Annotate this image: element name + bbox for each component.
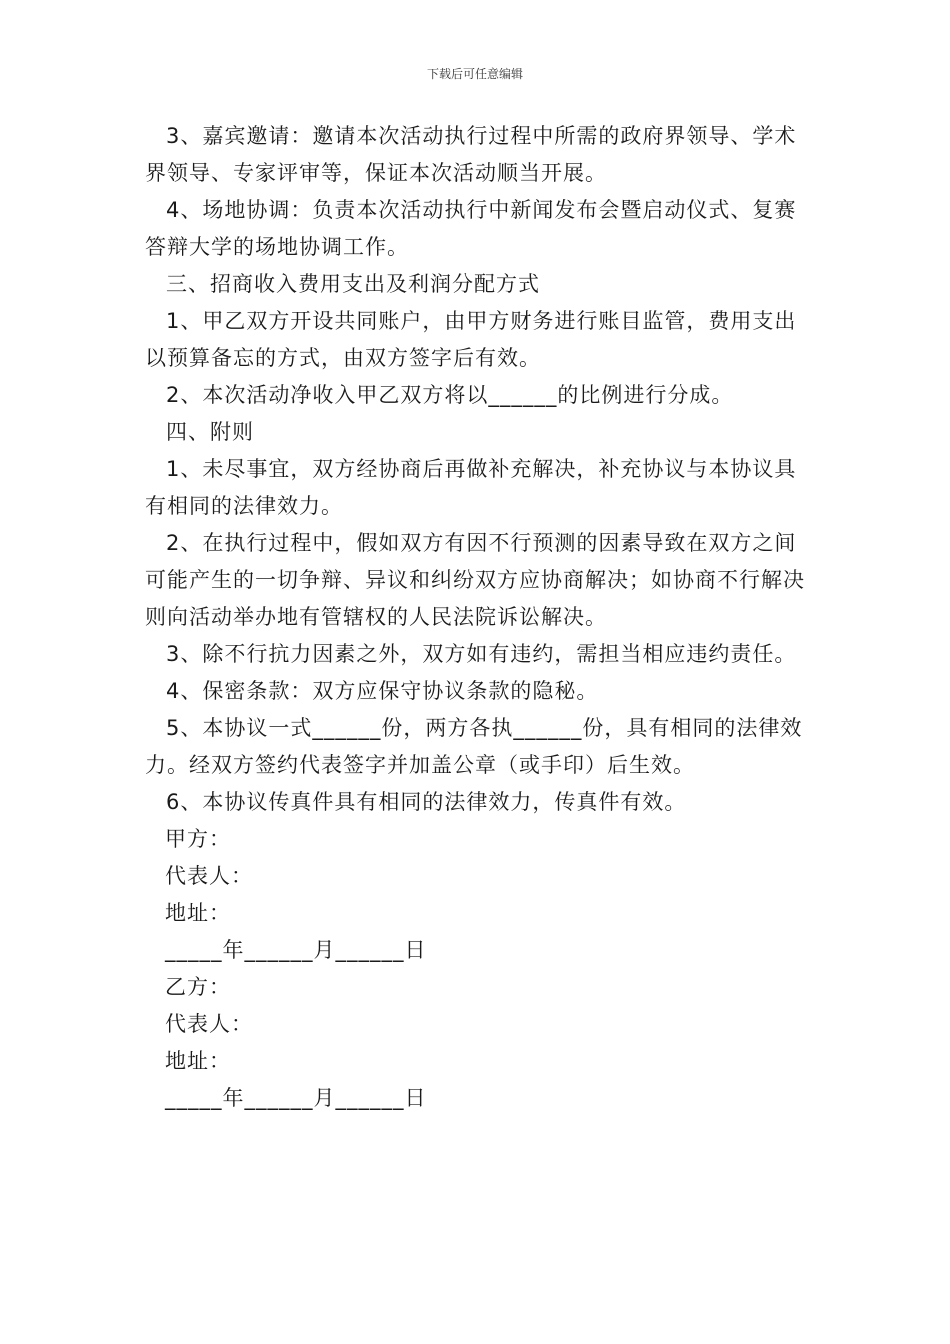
section-heading-revenue: 三、招商收入费用支出及利润分配方式 [166, 272, 540, 296]
party-a-address-label: 地址： [165, 901, 231, 925]
clause-joint-account: 1、甲乙双方开设共同账户，由甲方财务进行账目监管，费用支出以预算备忘的方式，由双方签字后有效。 [145, 309, 797, 370]
party-a-label: 甲方： [165, 827, 231, 851]
clause-profit-split: 2、本次活动净收入甲乙双方将以______的比例进行分成。 [166, 383, 734, 407]
clause-venue-coordination: 4、场地协调：负责本次活动执行中新闻发布会暨启动仪式、复赛答辩大学的场地协调工作。 [145, 198, 797, 259]
party-b-rep-label: 代表人： [165, 1012, 253, 1036]
party-b-address-label: 地址： [165, 1049, 231, 1073]
clause-confidentiality: 4、保密条款：双方应保守协议条款的隐秘。 [166, 679, 599, 703]
clause-dispute: 2、在执行过程中，假如双方有因不行预测的因素导致在双方之间可能产生的一切争辩、异议和纠纷双方应协商解决；如协商不行解决则向活动举办地有管辖权的人民法院诉讼解决。 [145, 531, 805, 629]
party-b-label: 乙方： [165, 975, 231, 999]
clause-supplement: 1、未尽事宜，双方经协商后再做补充解决，补充协议与本协议具有相同的法律效力。 [145, 457, 797, 518]
party-a-date: _____年______月______日 [165, 938, 427, 962]
party-b-date: _____年______月______日 [165, 1086, 427, 1110]
clause-breach: 3、除不行抗力因素之外，双方如有违约，需担当相应违约责任。 [166, 642, 797, 666]
document-body [145, 118, 810, 1117]
clause-copies: 5、本协议一式______份，两方各执______份，具有相同的法律效力。经双方签约代表签字并加盖公章（或手印）后生效。 [145, 716, 803, 777]
section-heading-appendix: 四、附则 [166, 420, 254, 444]
clause-guest-invitation: 3、嘉宾邀请：邀请本次活动执行过程中所需的政府界领导、学术界领导、专家评审等，保证本次活动顺当开展。 [145, 124, 797, 185]
signature-block-party-b [145, 969, 810, 1117]
party-a-rep-label: 代表人： [165, 864, 253, 888]
page-header: 下载后可任意编辑 [426, 67, 523, 81]
signature-block-party-a [145, 821, 810, 969]
clause-fax: 6、本协议传真件具有相同的法律效力，传真件有效。 [166, 790, 687, 814]
